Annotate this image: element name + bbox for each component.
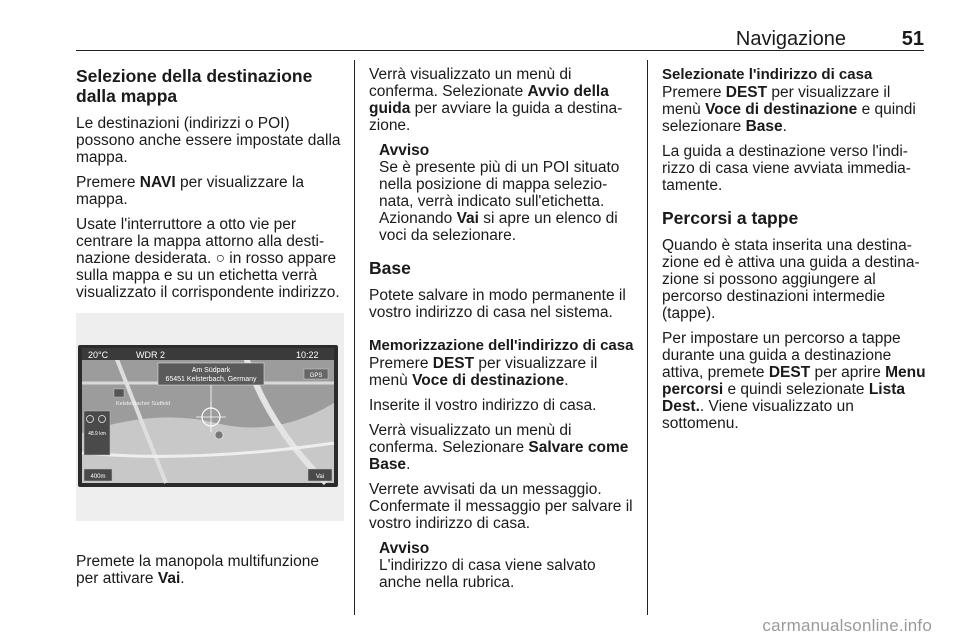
paragraph: Per impostare un percorso a tappe durante una guida a destinazione attiva, premete DEST per aprire Menu percorsi e quindi selezionate Lista Dest.. Viene visualizzato un sottomenu. <box>662 330 926 432</box>
paragraph: Premere DEST per visualizzare il menù Voce di destinazione e quindi selezionare Base. <box>662 84 916 135</box>
subheading-save-home: Memorizzazione dell'indirizzo di casa <box>369 337 634 354</box>
column-divider <box>354 60 355 615</box>
paragraph: Verrà visualizzato un menù di conferma. Selezionare Salvare come Base. <box>369 422 629 473</box>
notice-box: Avviso Se è presente più di un POI situato nella posizione di mappa selezio-nata, verrà indicato sull'etichetta. Azionando Vai si apre un elenco di voci da selezionare. <box>369 142 634 244</box>
notice-box: Avviso L'indirizzo di casa viene salvato anche nella rubrica. <box>369 540 634 591</box>
paragraph: Premere NAVI per visualizzare la mappa. <box>76 174 304 208</box>
subheading-select-home: Selezionate l'indirizzo di casa <box>662 66 873 83</box>
speed-readout: 48.9 km <box>88 431 106 437</box>
column-2 <box>369 66 634 600</box>
paragraph: Premere DEST per visualizzare il menù Voce di destinazione. <box>369 355 598 389</box>
section-title: Navigazione <box>735 28 846 50</box>
paragraph: Usate l'interruttore a otto vie per centrare la mappa attorno alla desti-nazione desiderata. ○ in rosso appare sulla mappa e su un etichetta verrà visualizzato il corrispondente indirizzo. <box>76 216 340 301</box>
watermark: carmanualsonline.info <box>762 616 932 635</box>
paragraph: Premete la manopola multifunzione per attivare Vai. <box>76 553 319 587</box>
navigation-map-screenshot <box>76 313 344 521</box>
paragraph: La guida a destinazione verso l'indi-rizzo di casa viene avviata immedia-tamente. <box>662 143 911 194</box>
paragraph: Le destinazioni (indirizzi o POI) possono anche essere impostate dalla mappa. <box>76 115 341 166</box>
screen-station: WDR 2 <box>136 350 165 360</box>
paragraph: Verrete avvisati da un messaggio. Confermate il messaggio per salvare il vostro indirizzo di casa. <box>369 481 633 532</box>
screen-time: 10:22 <box>296 350 319 360</box>
heading-select-from-map: Selezione della destinazione dalla mappa <box>76 66 313 106</box>
heading-waypoints: Percorsi a tappe <box>662 208 799 228</box>
gps-badge: GPS <box>309 373 323 379</box>
paragraph: Potete salvare in modo permanente il vostro indirizzo di casa nel sistema. <box>369 287 626 321</box>
column-3 <box>662 66 928 440</box>
paragraph: Verrà visualizzato un menù di conferma. Selezionate Avvio della guida per avviare la guida a destina-zione. <box>369 66 623 134</box>
notice-title: Avviso <box>379 540 430 557</box>
distance-readout: 400m <box>90 474 106 480</box>
page-header <box>76 28 924 51</box>
popup-street: Am Südpark <box>191 367 231 374</box>
paragraph: Quando è stata inserita una destina-zione ed è attiva una guida a destina-zione si possono aggiungere al percorso destinazioni intermedie (tappe). <box>662 237 920 322</box>
go-softkey: Vai <box>315 474 325 480</box>
notice-title: Avviso <box>379 142 430 159</box>
column-1 <box>76 66 344 595</box>
column-divider <box>647 60 648 615</box>
screen-temp: 20°C <box>88 350 109 360</box>
heading-base: Base <box>369 258 411 278</box>
paragraph: Inserite il vostro indirizzo di casa. <box>369 397 597 414</box>
page-number: 51 <box>901 28 924 50</box>
popup-city: 65451 Kelsterbach, Germany <box>165 376 257 383</box>
road-label: Kelsterbacher Südfeld <box>116 401 171 407</box>
